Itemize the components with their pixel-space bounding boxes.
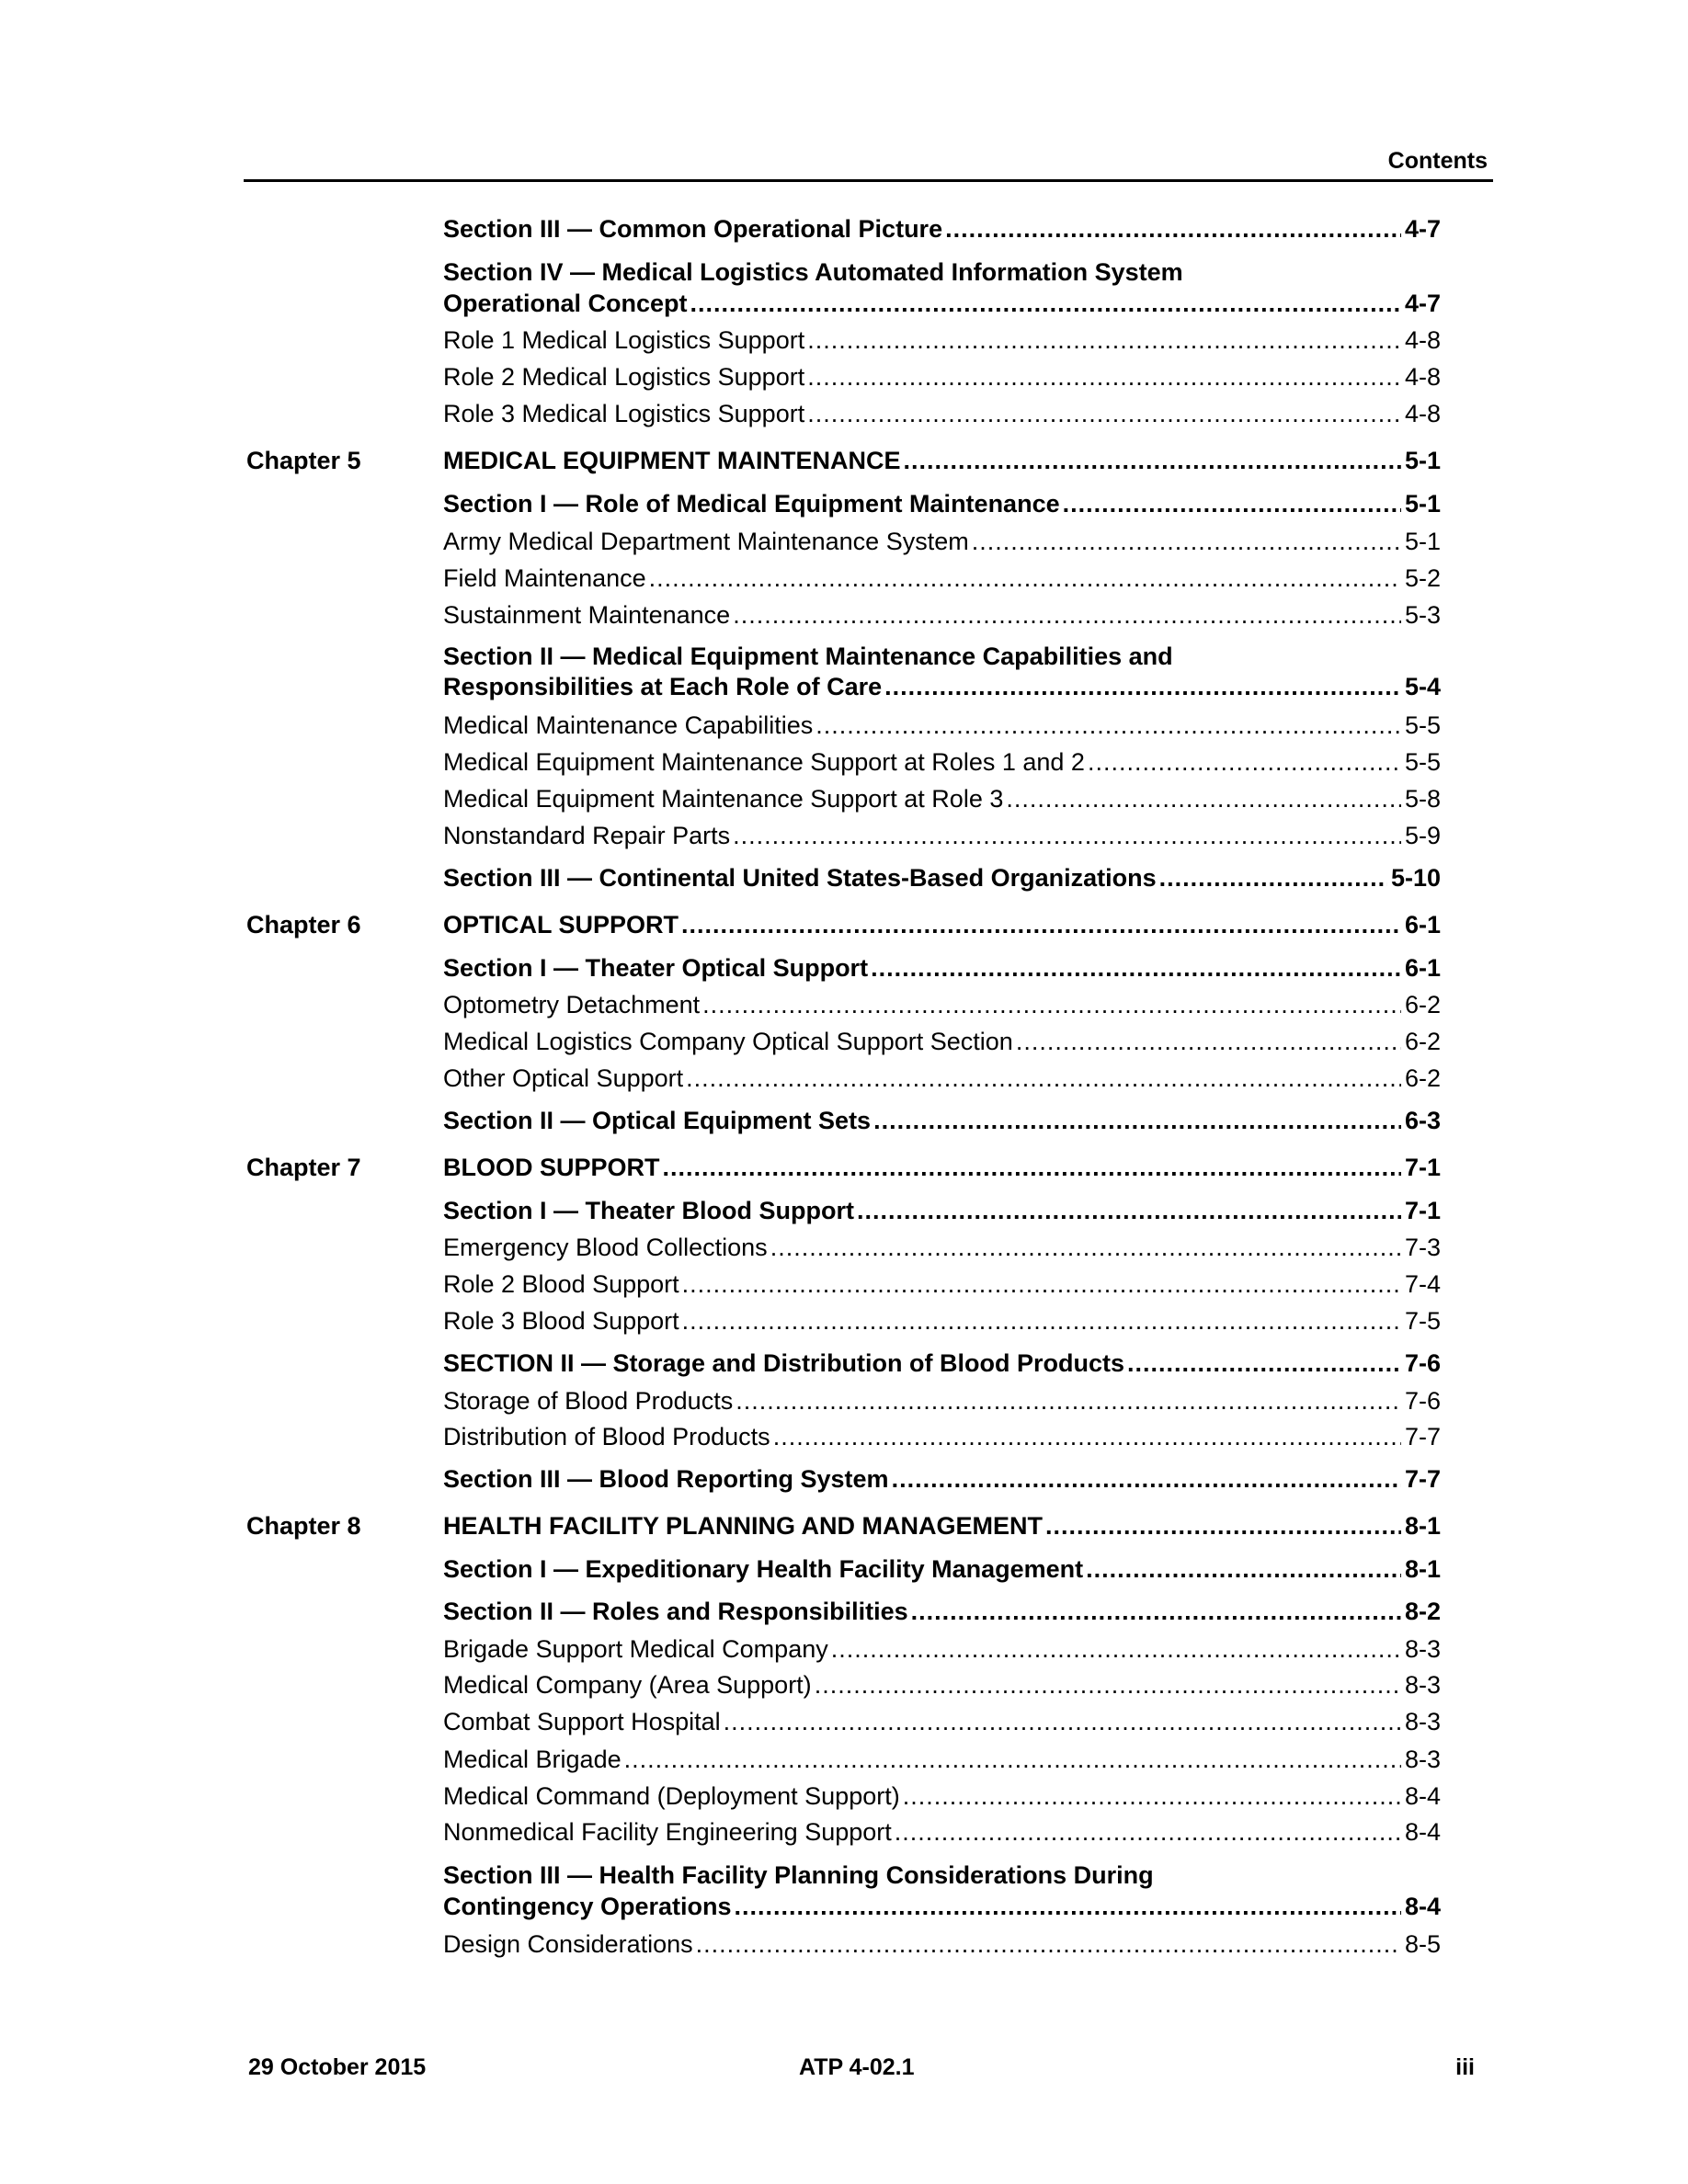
toc-entry-label: Nonmedical Facility Engineering Support <box>443 1818 892 1846</box>
dot-leader <box>873 1105 1401 1136</box>
dot-leader <box>815 710 1401 741</box>
toc-entry[interactable] <box>443 989 1441 1020</box>
toc-entry-section[interactable] <box>443 952 1441 984</box>
toc-entry-page: 8-2 <box>1404 1598 1441 1625</box>
toc-entry[interactable] <box>443 1633 1441 1665</box>
toc-entry-page: 8-4 <box>1404 1782 1441 1810</box>
dot-leader <box>911 1596 1401 1627</box>
dot-leader <box>624 1744 1401 1775</box>
toc-entry-label: Medical Brigade <box>443 1746 622 1773</box>
dot-leader <box>1045 1510 1401 1541</box>
dot-leader <box>724 1706 1401 1737</box>
toc-entry-label: Combat Support Hospital <box>443 1708 721 1735</box>
toc-entry-page: 5-2 <box>1404 564 1441 592</box>
footer-page-number: iii <box>1455 2054 1475 2080</box>
dot-leader <box>895 1816 1401 1848</box>
toc-entry-page: 4-8 <box>1404 400 1441 427</box>
toc-entry[interactable] <box>443 526 1441 557</box>
toc-entry[interactable] <box>443 1669 1441 1701</box>
toc-entry-label: Section III — Continental United States-Based Organizations <box>443 864 1157 892</box>
toc-entry-label: Section II — Roles and Responsibilities <box>443 1598 908 1625</box>
toc-entry-label: MEDICAL EQUIPMENT MAINTENANCE <box>443 447 901 474</box>
toc-entry[interactable] <box>443 563 1441 594</box>
toc-entry-label: Section II — Medical Equipment Maintenance Capabilities and <box>443 643 1173 670</box>
toc-entry[interactable] <box>443 1305 1441 1337</box>
toc-entry-label: Sustainment Maintenance <box>443 601 731 629</box>
toc-entry[interactable] <box>443 1780 1441 1812</box>
toc-entry[interactable] <box>443 1063 1441 1094</box>
toc-entry[interactable] <box>443 1268 1441 1300</box>
toc-entry-section-line1[interactable] <box>443 256 1441 288</box>
toc-entry-page: 6-2 <box>1404 991 1441 1018</box>
toc-entry-chapter[interactable] <box>443 909 1441 940</box>
toc-entry-label: Role 1 Medical Logistics Support <box>443 326 805 354</box>
toc-entry-label: Medical Equipment Maintenance Support at Role 3 <box>443 785 1004 813</box>
dot-leader <box>690 288 1401 319</box>
toc-entry-label: BLOOD SUPPORT <box>443 1154 660 1181</box>
toc-entry-section[interactable] <box>443 1195 1441 1226</box>
dot-leader <box>1016 1026 1401 1057</box>
dot-leader <box>892 1463 1401 1495</box>
toc-entry[interactable] <box>443 1232 1441 1263</box>
toc-entry-label: Nonstandard Repair Parts <box>443 822 731 849</box>
toc-entry[interactable] <box>443 1026 1441 1057</box>
dot-leader <box>1127 1348 1401 1379</box>
toc-entry-page: 7-7 <box>1404 1423 1441 1450</box>
toc-entry-section[interactable] <box>443 1596 1441 1627</box>
footer-date: 29 October 2015 <box>248 2054 427 2080</box>
toc-entry-section[interactable] <box>443 1348 1441 1379</box>
toc-entry-page: 4-7 <box>1404 290 1441 317</box>
toc-entry-label: Design Considerations <box>443 1930 693 1958</box>
dot-leader <box>807 324 1401 356</box>
toc-entry-label: Section III — Common Operational Picture <box>443 215 943 243</box>
toc-entry[interactable] <box>443 1421 1441 1452</box>
chapter-label: Chapter 7 <box>246 1154 361 1181</box>
toc-entry-label: Medical Logistics Company Optical Support Section <box>443 1028 1013 1055</box>
dot-leader <box>904 445 1401 476</box>
toc-entry-label: Responsibilities at Each Role of Care <box>443 673 883 700</box>
toc-entry-label: OPTICAL SUPPORT <box>443 911 679 938</box>
toc-entry-label: SECTION II — Storage and Distribution of Blood Products <box>443 1349 1125 1377</box>
footer-publication: ATP 4-02.1 <box>799 2054 915 2080</box>
toc-entry-label: Section I — Theater Optical Support <box>443 954 869 982</box>
dot-leader <box>686 1063 1401 1094</box>
toc-entry-label: Role 3 Blood Support <box>443 1307 679 1335</box>
toc-entry-label: Operational Concept <box>443 290 688 317</box>
toc-entry[interactable] <box>443 398 1441 429</box>
toc-entry[interactable] <box>443 1385 1441 1416</box>
toc-entry-section[interactable] <box>443 1891 1441 1922</box>
toc-entry-page: 8-3 <box>1404 1635 1441 1663</box>
toc-entry-label: Distribution of Blood Products <box>443 1423 770 1450</box>
toc-entry-label: HEALTH FACILITY PLANNING AND MANAGEMENT <box>443 1512 1043 1540</box>
dot-leader <box>1063 488 1401 519</box>
toc-entry-page: 7-1 <box>1404 1154 1441 1181</box>
toc-entry-label: Contingency Operations <box>443 1893 732 1920</box>
toc-entry[interactable] <box>443 746 1441 778</box>
toc-entry-page: 8-1 <box>1404 1555 1441 1583</box>
chapter-label: Chapter 5 <box>246 447 361 474</box>
dot-leader <box>733 820 1401 851</box>
toc-entry[interactable] <box>443 1744 1441 1775</box>
running-header-title: Contents <box>1387 148 1488 174</box>
toc-entry-section[interactable] <box>443 1463 1441 1495</box>
toc-entry-section[interactable] <box>443 288 1441 319</box>
toc-entry[interactable] <box>443 361 1441 392</box>
toc-entry[interactable] <box>443 1706 1441 1737</box>
toc-entry-page: 6-1 <box>1404 911 1441 938</box>
dot-leader <box>1086 1553 1401 1585</box>
toc-entry-section[interactable] <box>443 1553 1441 1585</box>
dot-leader <box>871 952 1401 984</box>
dot-leader <box>1006 783 1401 814</box>
toc-entry-page: 5-8 <box>1404 785 1441 813</box>
dot-leader <box>682 1268 1401 1300</box>
dot-leader <box>1088 746 1401 778</box>
toc-entry[interactable] <box>443 820 1441 851</box>
toc-entry-page: 8-4 <box>1404 1818 1441 1846</box>
toc-entry-chapter[interactable] <box>443 1152 1441 1183</box>
toc-entry-page: 5-9 <box>1404 822 1441 849</box>
toc-entry-page: 8-1 <box>1404 1512 1441 1540</box>
dot-leader <box>857 1195 1401 1226</box>
toc-entry-page: 5-5 <box>1404 711 1441 739</box>
toc-entry-page: 5-5 <box>1404 748 1441 776</box>
dot-leader <box>649 563 1401 594</box>
toc-entry-section[interactable] <box>443 213 1441 245</box>
dot-leader <box>831 1633 1401 1665</box>
toc-entry-label: Field Maintenance <box>443 564 646 592</box>
toc-entry-page: 7-7 <box>1404 1465 1441 1493</box>
toc-entry-section[interactable] <box>443 488 1441 519</box>
toc-entry-label: Optometry Detachment <box>443 991 701 1018</box>
toc-entry-page: 8-4 <box>1404 1893 1441 1920</box>
toc-entry-page: 4-7 <box>1404 215 1441 243</box>
toc-entry-label: Emergency Blood Collections <box>443 1234 768 1261</box>
toc-entry-chapter[interactable] <box>443 445 1441 476</box>
toc-entry-label: Section I — Theater Blood Support <box>443 1197 855 1224</box>
dot-leader <box>972 526 1401 557</box>
toc-entry-label: Storage of Blood Products <box>443 1387 734 1415</box>
toc-entry-label: Section I — Expeditionary Health Facility Management <box>443 1555 1084 1583</box>
dot-leader <box>773 1421 1401 1452</box>
dot-leader <box>733 599 1401 631</box>
toc-entry-page: 7-3 <box>1404 1234 1441 1261</box>
dot-leader <box>770 1232 1401 1263</box>
toc-entry-label: Medical Command (Deployment Support) <box>443 1782 900 1810</box>
toc-entry-page: 7-6 <box>1404 1349 1441 1377</box>
toc-entry-page: 4-8 <box>1404 363 1441 391</box>
toc-entry-page: 8-5 <box>1404 1930 1441 1958</box>
dot-leader <box>807 361 1401 392</box>
toc-entry-label: Section III — Blood Reporting System <box>443 1465 889 1493</box>
toc-entry-label: Section I — Role of Medical Equipment Maintenance <box>443 490 1060 518</box>
toc-entry-page: 7-4 <box>1404 1270 1441 1298</box>
dot-leader <box>945 213 1401 245</box>
toc-entry-chapter[interactable] <box>443 1510 1441 1541</box>
toc-entry-label: Role 2 Medical Logistics Support <box>443 363 805 391</box>
toc-entry[interactable] <box>443 783 1441 814</box>
toc-entry-page: 7-5 <box>1404 1307 1441 1335</box>
toc-entry-label: Section II — Optical Equipment Sets <box>443 1107 872 1134</box>
dot-leader <box>903 1780 1401 1812</box>
dot-leader <box>663 1152 1401 1183</box>
toc-entry-label: Role 3 Medical Logistics Support <box>443 400 805 427</box>
dot-leader <box>815 1669 1401 1701</box>
toc-entry-section[interactable] <box>443 1105 1441 1136</box>
toc-entry-label: Medical Maintenance Capabilities <box>443 711 814 739</box>
toc-entry-page: 5-3 <box>1404 601 1441 629</box>
toc-entry[interactable] <box>443 599 1441 631</box>
chapter-label: Chapter 6 <box>246 911 361 938</box>
dot-leader <box>807 398 1401 429</box>
toc-entry-label: Brigade Support Medical Company <box>443 1635 828 1663</box>
toc-entry-page: 5-10 <box>1390 864 1441 892</box>
toc-entry-section-line1[interactable] <box>443 1860 1441 1891</box>
toc-entry-page: 5-4 <box>1404 673 1441 700</box>
dot-leader <box>884 671 1401 702</box>
toc-entry-page: 6-3 <box>1404 1107 1441 1134</box>
toc-entry-page: 7-6 <box>1404 1387 1441 1415</box>
toc-entry[interactable] <box>443 1816 1441 1848</box>
dot-leader <box>681 909 1401 940</box>
dot-leader <box>702 989 1401 1020</box>
toc-entry-page: 6-2 <box>1404 1028 1441 1055</box>
toc-entry-page: 5-1 <box>1404 490 1441 518</box>
dot-leader <box>735 1891 1401 1922</box>
chapter-label: Chapter 8 <box>246 1512 361 1540</box>
toc-entry-label: Role 2 Blood Support <box>443 1270 679 1298</box>
toc-entry-page: 7-1 <box>1404 1197 1441 1224</box>
toc-entry[interactable] <box>443 1928 1441 1960</box>
toc-entry-section[interactable] <box>443 862 1441 893</box>
toc-entry-section-line1[interactable] <box>443 641 1441 672</box>
toc-entry-page: 8-3 <box>1404 1708 1441 1735</box>
toc-entry-label: Other Optical Support <box>443 1064 684 1092</box>
toc-entry[interactable] <box>443 710 1441 741</box>
toc-entry-label: Army Medical Department Maintenance System <box>443 528 969 555</box>
dot-leader <box>696 1928 1401 1960</box>
toc-entry-label: Section III — Health Facility Planning Considerations During <box>443 1861 1154 1889</box>
toc-entry-page: 6-2 <box>1404 1064 1441 1092</box>
toc-entry[interactable] <box>443 324 1441 356</box>
dot-leader <box>682 1305 1401 1337</box>
dot-leader <box>1159 862 1387 893</box>
toc-entry-page: 8-3 <box>1404 1746 1441 1773</box>
toc-entry-page: 5-1 <box>1404 447 1441 474</box>
toc-entry-section[interactable] <box>443 671 1441 702</box>
toc-entry-label: Section IV — Medical Logistics Automated Information System <box>443 258 1183 286</box>
header-rule <box>244 179 1493 182</box>
toc-entry-label: Medical Equipment Maintenance Support at Roles 1 and 2 <box>443 748 1085 776</box>
toc-entry-label: Medical Company (Area Support) <box>443 1671 812 1699</box>
toc-entry-page: 8-3 <box>1404 1671 1441 1699</box>
dot-leader <box>736 1385 1401 1416</box>
toc-entry-page: 5-1 <box>1404 528 1441 555</box>
toc-entry-page: 4-8 <box>1404 326 1441 354</box>
toc-entry-page: 6-1 <box>1404 954 1441 982</box>
